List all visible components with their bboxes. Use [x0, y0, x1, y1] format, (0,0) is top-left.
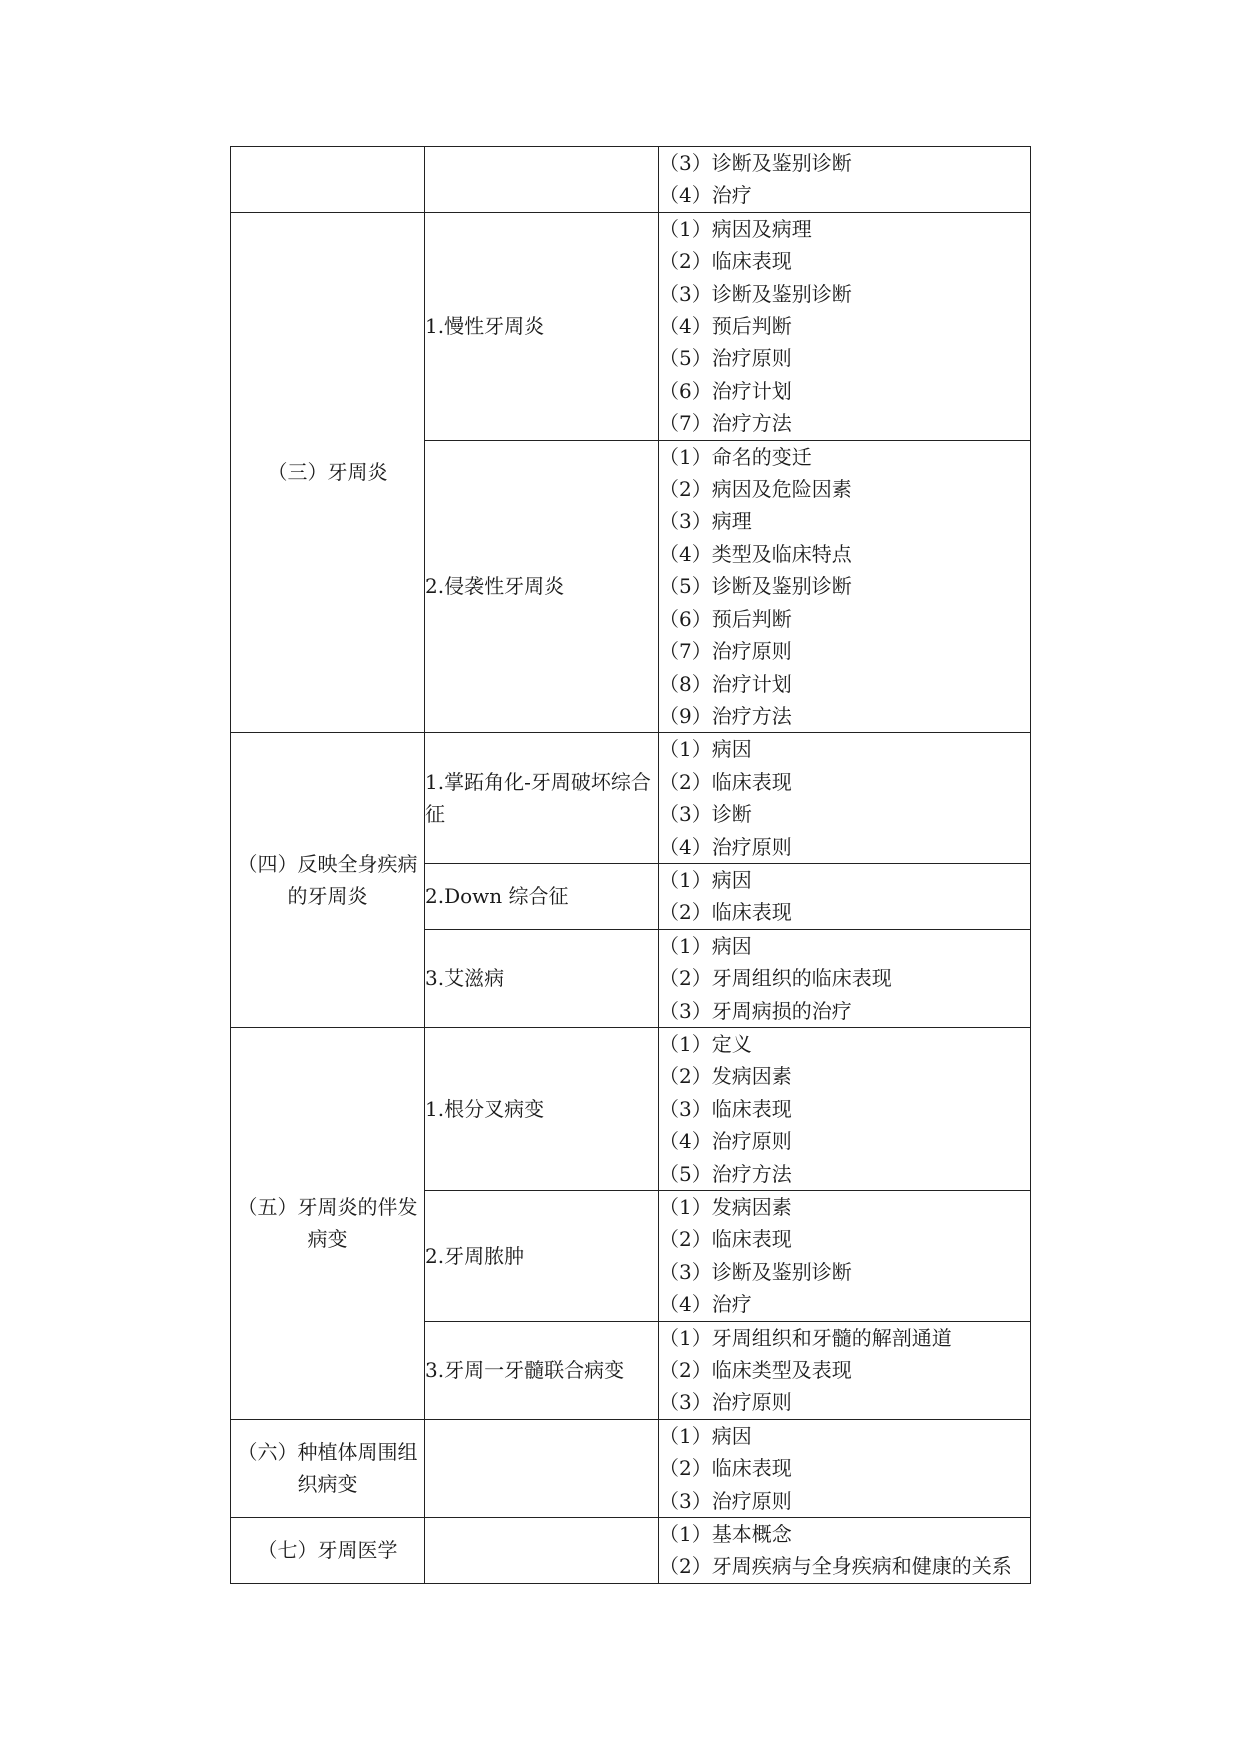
- list-item: （6）治疗计划: [659, 378, 792, 403]
- table-row: [231, 1419, 1031, 1517]
- list-item: （5）诊断及鉴别诊断: [659, 574, 852, 599]
- list-item: （2）病因及危险因素: [659, 477, 852, 502]
- topic-cell: [425, 1518, 659, 1584]
- list-item: （3）诊断及鉴别诊断: [659, 1259, 852, 1284]
- topic-cell: 2.Down 综合征: [425, 863, 659, 929]
- points-cell: [659, 212, 1031, 440]
- list-item: （8）治疗计划: [659, 671, 792, 696]
- list-item: （1）命名的变迁: [659, 444, 812, 469]
- list-item: （2）发病因素: [659, 1064, 792, 1089]
- table-row: [231, 733, 1031, 864]
- unit-cell: （三）牙周炎: [231, 212, 425, 733]
- points-cell: [659, 929, 1031, 1027]
- topic-cell: 3.牙周一牙髓联合病变: [425, 1321, 659, 1419]
- list-item: （3）病理: [659, 509, 752, 534]
- unit-cell: （五）牙周炎的伴发病变: [231, 1027, 425, 1419]
- unit-cell: （七）牙周医学: [231, 1518, 425, 1584]
- list-item: （1）发病因素: [659, 1195, 792, 1219]
- unit-cell: [231, 147, 425, 213]
- list-item: （2）临床表现: [659, 249, 792, 274]
- topic-cell: 3.艾滋病: [425, 929, 659, 1027]
- list-item: （1）病因: [659, 737, 752, 762]
- list-item: （5）治疗原则: [659, 346, 792, 371]
- points-cell: [659, 733, 1031, 864]
- points-cell: [659, 1518, 1031, 1584]
- unit-cell: （四）反映全身疾病的牙周炎: [231, 733, 425, 1028]
- topic-cell: 1.掌跖角化-牙周破坏综合征: [425, 733, 659, 864]
- list-item: （7）治疗方法: [659, 411, 792, 436]
- table-row: [231, 147, 1031, 213]
- list-item: （1）定义: [659, 1031, 752, 1056]
- list-item: （9）治疗方法: [659, 703, 792, 728]
- points-cell: [659, 147, 1031, 213]
- list-item: （1）基本概念: [659, 1522, 792, 1547]
- list-item: （7）治疗原则: [659, 639, 792, 664]
- syllabus-table-body: [231, 147, 1031, 1584]
- list-item: （2）临床表现: [659, 1227, 792, 1252]
- list-item: （1）病因: [659, 1423, 752, 1448]
- list-item: （2）临床类型及表现: [659, 1358, 852, 1383]
- list-item: （6）预后判断: [659, 606, 792, 631]
- list-item: （3）诊断及鉴别诊断: [659, 151, 852, 175]
- points-cell: [659, 1321, 1031, 1419]
- unit-cell: （六）种植体周围组织病变: [231, 1419, 425, 1517]
- topic-cell: 1.慢性牙周炎: [425, 212, 659, 440]
- list-item: （2）牙周疾病与全身疾病和健康的关系: [659, 1554, 1012, 1579]
- list-item: （3）治疗原则: [659, 1390, 792, 1415]
- points-cell: [659, 1027, 1031, 1190]
- syllabus-table: [230, 146, 1031, 1584]
- list-item: （1）病因: [659, 933, 752, 958]
- list-item: （1）病因: [659, 867, 752, 892]
- topic-cell: [425, 147, 659, 213]
- list-item: （4）治疗原则: [659, 1129, 792, 1154]
- list-item: （4）类型及临床特点: [659, 541, 852, 566]
- topic-cell: 2.侵袭性牙周炎: [425, 440, 659, 733]
- list-item: （3）牙周病损的治疗: [659, 998, 852, 1023]
- points-cell: [659, 1191, 1031, 1322]
- list-item: （3）临床表现: [659, 1096, 792, 1121]
- list-item: （1）病因及病理: [659, 216, 812, 241]
- points-cell: [659, 440, 1031, 733]
- list-item: （4）预后判断: [659, 314, 792, 339]
- topic-cell: 1.根分叉病变: [425, 1027, 659, 1190]
- list-item: （3）诊断及鉴别诊断: [659, 281, 852, 306]
- topic-cell: 2.牙周脓肿: [425, 1191, 659, 1322]
- list-item: （2）临床表现: [659, 769, 792, 794]
- table-row: [231, 1027, 1031, 1190]
- list-item: （4）治疗: [659, 183, 752, 208]
- table-row: [231, 1518, 1031, 1584]
- list-item: （2）临床表现: [659, 1456, 792, 1481]
- list-item: （4）治疗原则: [659, 834, 792, 859]
- list-item: （2）临床表现: [659, 900, 792, 925]
- list-item: （3）诊断: [659, 802, 752, 827]
- points-cell: [659, 863, 1031, 929]
- list-item: （2）牙周组织的临床表现: [659, 966, 892, 991]
- list-item: （1）牙周组织和牙髓的解剖通道: [659, 1325, 952, 1350]
- list-item: （3）治疗原则: [659, 1488, 792, 1513]
- list-item: （5）治疗方法: [659, 1161, 792, 1186]
- points-cell: [659, 1419, 1031, 1517]
- list-item: （4）治疗: [659, 1292, 752, 1317]
- topic-cell: [425, 1419, 659, 1517]
- table-row: [231, 212, 1031, 440]
